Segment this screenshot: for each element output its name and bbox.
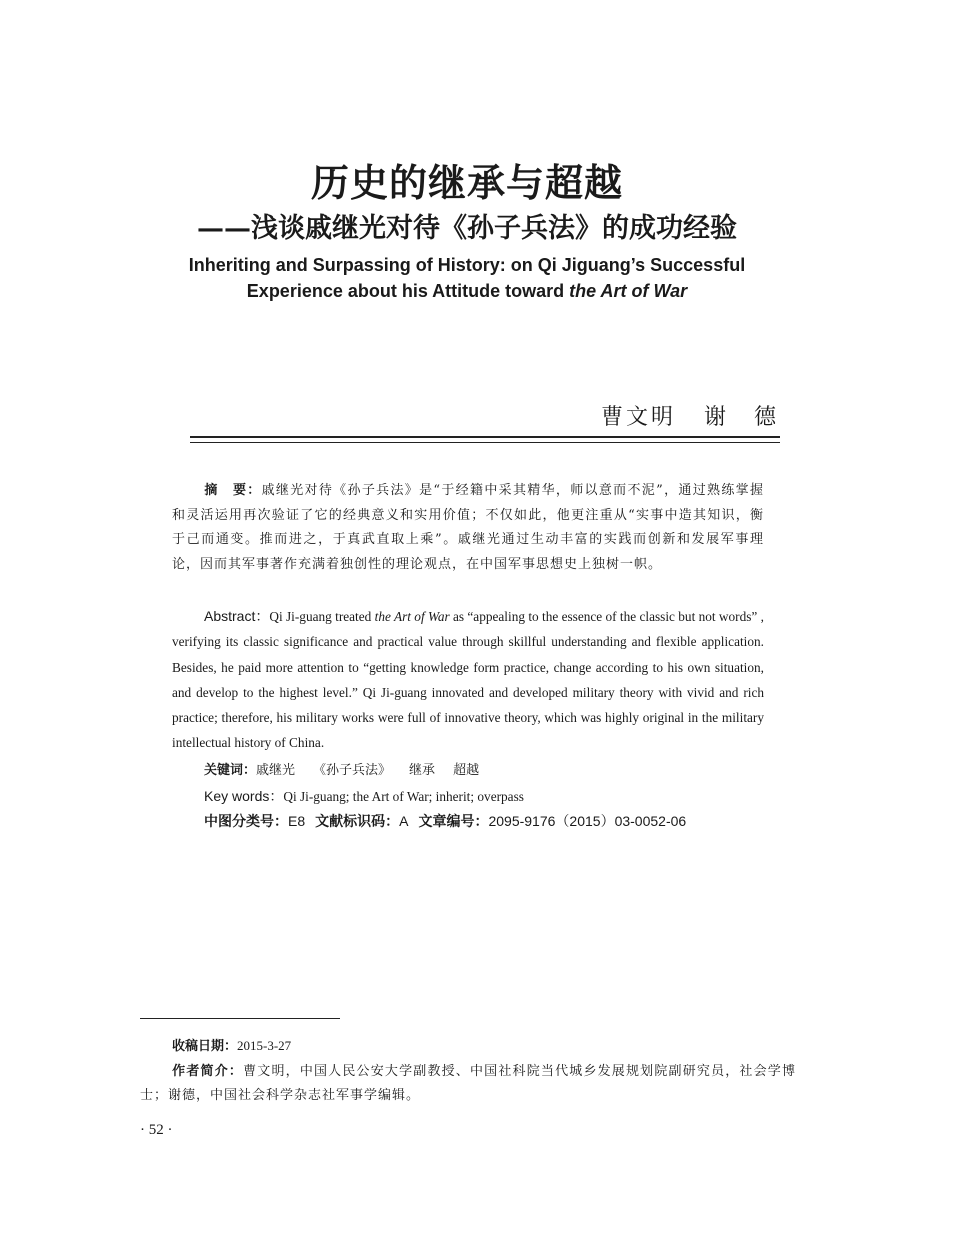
doc-code-label: 文献标识码： — [315, 813, 400, 829]
keywords-en — [172, 783, 764, 810]
article-number-label: 文章编号： — [418, 813, 489, 829]
keywords-en-label: Key words： — [204, 788, 284, 804]
keyword-3: 继承 — [409, 763, 436, 778]
clc-label: 中图分类号： — [204, 813, 288, 829]
abstract-cn-label: 摘 要： — [204, 482, 262, 497]
header-rule-thick — [190, 436, 780, 438]
author-names — [601, 400, 779, 431]
page-subtitle: ——浅谈戚继光对待《孙子兵法》的成功经验 — [197, 213, 737, 244]
english-title-line2-text: Experience about his Attitude toward — [246, 281, 570, 301]
abstract-cn — [172, 478, 764, 577]
received-date — [140, 1034, 796, 1059]
header-rule-thin — [190, 442, 780, 443]
keyword-4: 超越 — [453, 763, 480, 778]
article-number-value: 2095-9176（2015）03-0052-06 — [488, 813, 687, 829]
received-date-value: 2015-3-27 — [237, 1038, 292, 1053]
author-2: 谢 德 — [703, 405, 779, 430]
clc-value: E8 — [288, 813, 306, 829]
received-date-label: 收稿日期： — [172, 1038, 238, 1053]
abstract-en-text1: Qi Ji-guang treated — [269, 609, 375, 624]
author-bio-text: 曹文明，中国人民公安大学副教授、中国社科院当代城乡发展规划院副研究员，社会学博士；谢德，中国社会科学杂志社军事学编辑。 — [140, 1064, 796, 1103]
classification-line — [172, 808, 764, 834]
abstract-en — [172, 604, 764, 756]
english-title-line2 — [0, 278, 934, 304]
doc-code-value: A — [399, 813, 409, 829]
english-title-line1: Inheriting and Surpassing of History: on Qi Jiguang’s Successful — [188, 255, 746, 275]
keywords-cn — [172, 757, 764, 784]
keyword-1: 戚继光 — [256, 763, 296, 778]
keywords-en-text: Qi Ji-guang; the Art of War; inherit; overpass — [283, 789, 524, 804]
author-bio — [140, 1059, 796, 1108]
author-1: 曹文明 — [600, 405, 676, 430]
keywords-cn-label: 关键词： — [204, 762, 257, 777]
english-title — [0, 252, 934, 304]
page-number: · 52 · — [140, 1122, 173, 1138]
footnote-rule — [140, 1018, 340, 1019]
page-title: 历史的继承与超越 — [310, 160, 623, 205]
abstract-en-italic: the Art of War — [374, 609, 450, 624]
english-title-italic: the Art of War — [569, 281, 688, 301]
author-bio-label: 作者简介： — [172, 1063, 244, 1078]
abstract-en-label: Abstract： — [204, 608, 270, 624]
abstract-cn-text: 戚继光对待《孙子兵法》是“于经籍中采其精华，师以意而不泥”，通过熟练掌握和灵活运用再次验证了它的经典意义和实用价值；不仅如此，他更注重从“实事中造其知识，衡于己而通变。推而进之，于真武直取上乘”。戚继光通过生动丰富的实践而创新和发展军事理论，因而其军事著作充满着独创性的理论观点，在中国军事思想史上独树一帜。 — [172, 483, 764, 572]
keyword-2: 《孙子兵法》 — [313, 763, 392, 778]
abstract-en-text2: as “appealing to the essence of the classic but not words” , verifying its classic significance and practical value through skillful understanding and flexible application. Besides, he paid more attention to “getting knowledge form practice, change according to his own situation, and develop to the highest level.” Qi Ji-guang innovated and developed military theory with vivid and rich practice; therefore, his military works were full of innovative theory, which was highly original in the military intellectual history of China. — [172, 609, 764, 751]
